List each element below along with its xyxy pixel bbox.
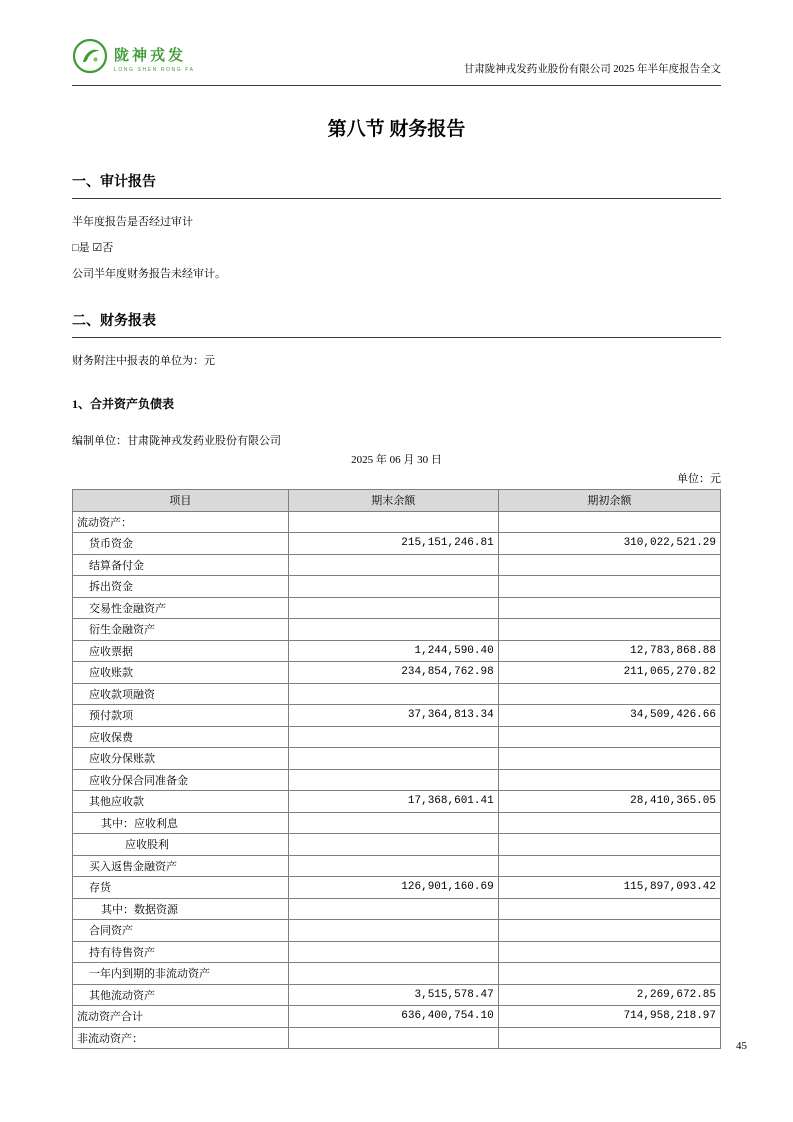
ending-balance-cell: 1,244,590.40 (288, 640, 498, 662)
beginning-balance-cell: 2,269,672.85 (498, 984, 720, 1006)
ending-balance-cell (288, 748, 498, 770)
table-row (73, 554, 721, 576)
item-cell: 其中：数据资源 (73, 898, 289, 920)
item-cell: 应收股利 (73, 834, 289, 856)
ending-balance-cell: 234,854,762.98 (288, 662, 498, 684)
beginning-balance-cell: 115,897,093.42 (498, 877, 720, 899)
col-header-ending-balance: 期末余额 (288, 490, 498, 512)
beginning-balance-cell: 12,783,868.88 (498, 640, 720, 662)
audit-question: 半年度报告是否经过审计 (72, 216, 193, 228)
item-cell: 应收分保账款 (73, 748, 289, 770)
beginning-balance-cell: 28,410,365.05 (498, 791, 720, 813)
table-row (73, 963, 721, 985)
page-number: 45 (736, 1040, 747, 1052)
col-header-item: 项目 (73, 490, 289, 512)
ending-balance-cell (288, 511, 498, 533)
prepared-by-line: 编制单位：甘肃陇神戎发药业股份有限公司 (72, 435, 281, 447)
table-row (73, 597, 721, 619)
page-header (72, 38, 721, 86)
table-row (73, 683, 721, 705)
item-cell: 一年内到期的非流动资产 (73, 963, 289, 985)
ending-balance-cell (288, 683, 498, 705)
financial-statements-heading: 二、财务报表 (72, 310, 721, 338)
table-row (73, 791, 721, 813)
ending-balance-cell (288, 855, 498, 877)
unit-label: 单位：元 (677, 473, 721, 485)
ending-balance-cell (288, 920, 498, 942)
beginning-balance-cell (498, 941, 720, 963)
beginning-balance-cell (498, 597, 720, 619)
table-row (73, 726, 721, 748)
item-cell: 应收票据 (73, 640, 289, 662)
ending-balance-cell: 636,400,754.10 (288, 1006, 498, 1028)
item-cell: 应收款项融资 (73, 683, 289, 705)
item-cell: 存货 (73, 877, 289, 899)
ending-balance-cell: 126,901,160.69 (288, 877, 498, 899)
table-row (73, 920, 721, 942)
table-row (73, 855, 721, 877)
ending-balance-cell (288, 1027, 498, 1049)
ending-balance-cell (288, 769, 498, 791)
item-cell: 合同资产 (73, 920, 289, 942)
table-row (73, 877, 721, 899)
ending-balance-cell (288, 726, 498, 748)
table-row (73, 898, 721, 920)
balance-sheet-subheading: 1、合并资产负债表 (72, 397, 175, 411)
table-row (73, 705, 721, 727)
table-header-row (73, 490, 721, 512)
beginning-balance-cell: 310,022,521.29 (498, 533, 720, 555)
item-cell: 衍生金融资产 (73, 619, 289, 641)
item-cell: 其他应收款 (73, 791, 289, 813)
table-row (73, 576, 721, 598)
logo-text (114, 44, 195, 73)
item-cell: 货币资金 (73, 533, 289, 555)
table-row (73, 640, 721, 662)
beginning-balance-cell: 714,958,218.97 (498, 1006, 720, 1028)
logo-icon (72, 38, 108, 79)
ending-balance-cell (288, 963, 498, 985)
beginning-balance-cell (498, 855, 720, 877)
unit-note: 财务附注中报表的单位为：元 (72, 355, 215, 367)
ending-balance-cell (288, 597, 498, 619)
item-cell: 结算备付金 (73, 554, 289, 576)
audit-statement: 公司半年度财务报告未经审计。 (72, 268, 226, 280)
beginning-balance-cell (498, 511, 720, 533)
ending-balance-cell (288, 834, 498, 856)
item-cell: 应收账款 (73, 662, 289, 684)
ending-balance-cell (288, 619, 498, 641)
beginning-balance-cell (498, 898, 720, 920)
table-row (73, 1027, 721, 1049)
beginning-balance-cell (498, 726, 720, 748)
ending-balance-cell: 37,364,813.34 (288, 705, 498, 727)
beginning-balance-cell (498, 683, 720, 705)
item-cell: 交易性金融资产 (73, 597, 289, 619)
item-cell: 持有待售资产 (73, 941, 289, 963)
table-row (73, 662, 721, 684)
company-logo (72, 38, 195, 79)
ending-balance-cell (288, 576, 498, 598)
document-title-header: 甘肃陇神戎发药业股份有限公司 2025 年半年度报告全文 (463, 64, 721, 75)
beginning-balance-cell (498, 812, 720, 834)
ending-balance-cell (288, 941, 498, 963)
item-cell: 应收分保合同准备金 (73, 769, 289, 791)
logo-company-name-en: LONG SHEN RONG FA (114, 67, 195, 73)
table-row (73, 1006, 721, 1028)
ending-balance-cell: 17,368,601.41 (288, 791, 498, 813)
audit-checkbox-options: □是 ☑否 (72, 242, 114, 254)
table-row (73, 834, 721, 856)
consolidated-balance-sheet-table (72, 489, 721, 1049)
table-row (73, 941, 721, 963)
beginning-balance-cell (498, 576, 720, 598)
section-title: 第八节 财务报告 (327, 119, 466, 140)
table-row (73, 984, 721, 1006)
logo-company-name: 陇神戎发 (114, 47, 187, 64)
ending-balance-cell: 3,515,578.47 (288, 984, 498, 1006)
beginning-balance-cell (498, 920, 720, 942)
table-row (73, 812, 721, 834)
item-cell: 流动资产合计 (73, 1006, 289, 1028)
table-row (73, 533, 721, 555)
item-cell: 拆出资金 (73, 576, 289, 598)
item-cell: 买入返售金融资产 (73, 855, 289, 877)
audit-report-heading: 一、审计报告 (72, 171, 721, 199)
item-cell: 其他流动资产 (73, 984, 289, 1006)
beginning-balance-cell (498, 963, 720, 985)
table-row (73, 748, 721, 770)
balance-table-body (73, 511, 721, 1049)
item-cell: 非流动资产： (73, 1027, 289, 1049)
item-cell: 预付款项 (73, 705, 289, 727)
beginning-balance-cell (498, 834, 720, 856)
table-row (73, 619, 721, 641)
item-cell: 应收保费 (73, 726, 289, 748)
table-row (73, 511, 721, 533)
beginning-balance-cell: 34,509,426.66 (498, 705, 720, 727)
beginning-balance-cell (498, 1027, 720, 1049)
beginning-balance-cell (498, 554, 720, 576)
beginning-balance-cell (498, 619, 720, 641)
beginning-balance-cell: 211,065,270.82 (498, 662, 720, 684)
col-header-beginning-balance: 期初余额 (498, 490, 720, 512)
beginning-balance-cell (498, 748, 720, 770)
report-date: 2025 年 06 月 30 日 (351, 454, 442, 466)
ending-balance-cell (288, 898, 498, 920)
beginning-balance-cell (498, 769, 720, 791)
item-cell: 流动资产： (73, 511, 289, 533)
table-row (73, 769, 721, 791)
ending-balance-cell (288, 812, 498, 834)
item-cell: 其中：应收利息 (73, 812, 289, 834)
ending-balance-cell: 215,151,246.81 (288, 533, 498, 555)
ending-balance-cell (288, 554, 498, 576)
